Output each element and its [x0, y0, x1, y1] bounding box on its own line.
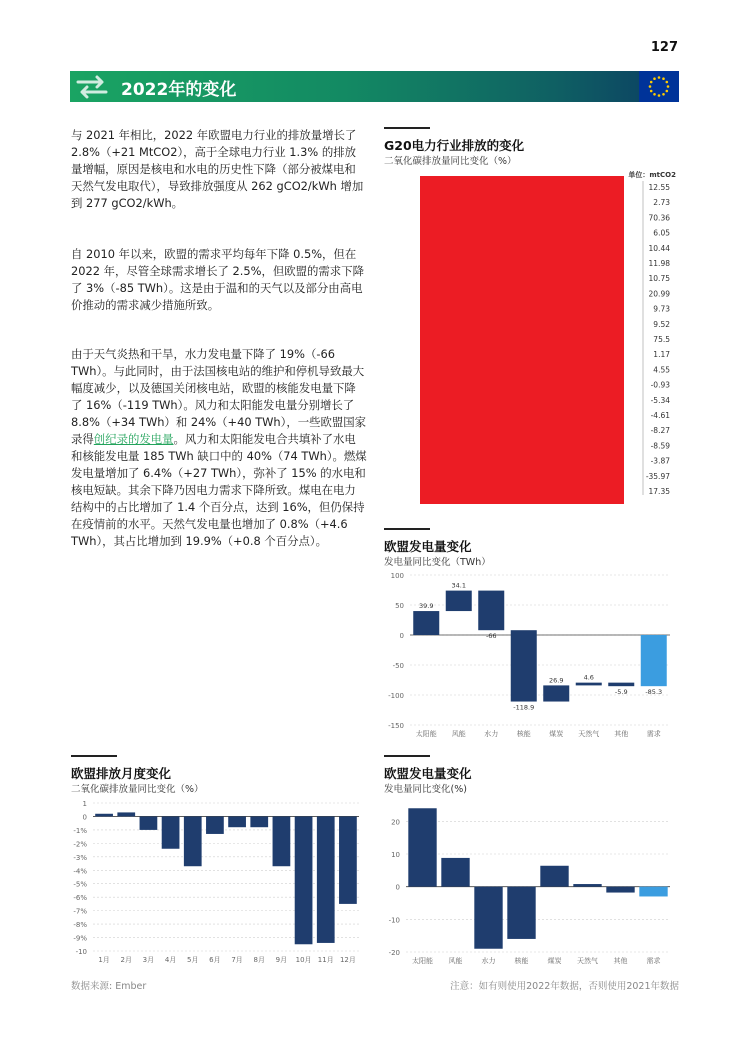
- x-tick-label: 水力: [481, 957, 496, 965]
- x-tick-label: 核能: [514, 957, 529, 965]
- x-tick-label: 8月: [253, 956, 265, 964]
- y-tick-label: -50: [392, 662, 404, 670]
- bar: [206, 816, 224, 833]
- paragraph-generation: [71, 346, 367, 550]
- x-tick-label: 其他: [614, 730, 629, 738]
- section-title: 2022年的变化: [121, 80, 237, 100]
- eu-star: [665, 90, 668, 93]
- y-tick-label: -4%: [73, 867, 87, 876]
- g20-unit-label: 单位：mtCO2: [628, 171, 676, 179]
- eu-monthly-subtitle: 二氧化碳排放量同比变化（%）: [71, 784, 204, 795]
- y-tick-label: -8%: [73, 921, 87, 930]
- eu-gen-twh-chart: [384, 567, 680, 745]
- y-tick-label: 0: [399, 632, 404, 640]
- eu-monthly-title: 欧盟排放月度变化: [71, 766, 172, 781]
- g20-value-label: -3.87: [650, 456, 670, 466]
- x-tick-label: 3月: [142, 956, 155, 964]
- y-tick-label: 0: [82, 813, 87, 822]
- y-tick-label: -20: [388, 949, 400, 957]
- y-tick-label: 0: [395, 883, 400, 892]
- bar: [117, 812, 135, 816]
- eu-gen-pct-subtitle: 发电量同比变化(%): [384, 784, 467, 795]
- x-tick-label: 10月: [295, 956, 312, 964]
- x-tick-label: 2月: [120, 956, 132, 964]
- bar: [511, 630, 537, 701]
- y-tick-label: 10: [391, 851, 400, 859]
- y-tick-label: 50: [395, 602, 404, 610]
- paragraph-demand: 自 2010 年以来，欧盟的需求平均每年下降 0.5%，但在 2022 年，尽管全球需求增长了 2.5%，但欧盟的需求下降了 3%（-85 TWh）。这是由于温和的天气以及部分由高电价推动的需求减少措施所致。: [71, 247, 364, 312]
- bar: [162, 816, 180, 848]
- g20-value-label: 75.5: [653, 335, 670, 344]
- y-tick-label: -5%: [73, 880, 87, 889]
- bar: [250, 816, 268, 827]
- x-tick-label: 9月: [275, 956, 288, 964]
- x-tick-label: 7月: [231, 956, 243, 964]
- eu-star: [658, 94, 661, 97]
- bar-data-label: 34.1: [451, 581, 466, 590]
- g20-value-label: 12.55: [648, 183, 670, 192]
- y-tick-label: 20: [391, 818, 400, 827]
- bar-data-label: 26.9: [549, 676, 564, 685]
- x-tick-label: 11月: [317, 956, 334, 964]
- eu-star: [665, 81, 668, 84]
- page-number: 127: [650, 40, 678, 55]
- bar: [573, 884, 601, 887]
- eu-star: [653, 77, 656, 80]
- g20-value-label: 17.35: [648, 487, 670, 496]
- eu-star: [662, 93, 665, 96]
- bar: [474, 887, 502, 949]
- eu-star: [662, 77, 665, 80]
- bar-data-label: 39.9: [419, 602, 434, 611]
- eu-star: [650, 90, 653, 93]
- x-tick-label: 4月: [164, 956, 177, 964]
- y-tick-label: -6%: [73, 894, 87, 903]
- eu-star: [658, 76, 661, 79]
- g20-value-label: 20.99: [648, 289, 670, 299]
- bar: [339, 816, 357, 903]
- y-tick-label: -2%: [73, 840, 87, 849]
- bar: [413, 611, 439, 635]
- y-tick-label: -100: [388, 692, 404, 700]
- bar: [507, 887, 535, 939]
- bar-data-label: -66: [485, 632, 497, 641]
- g20-chart-title: G20电力行业排放的变化: [384, 138, 525, 153]
- x-tick-label: 12月: [339, 956, 356, 964]
- y-tick-label: 1: [82, 800, 87, 808]
- bar: [408, 808, 436, 886]
- g20-chart: [384, 165, 684, 505]
- bar: [540, 866, 568, 887]
- g20-value-label: 11.98: [648, 259, 670, 268]
- bar: [543, 685, 569, 701]
- x-tick-label: 天然气: [577, 957, 598, 965]
- bar-data-label: -5.9: [614, 688, 628, 697]
- g20-value-label: 70.36: [648, 213, 670, 223]
- g20-chart-subtitle: 二氧化碳排放量同比变化（%）: [384, 156, 517, 167]
- x-tick-label: 核能: [516, 730, 531, 738]
- y-tick-label: -1%: [73, 826, 87, 835]
- bar: [478, 591, 504, 631]
- x-tick-label: 太阳能: [412, 957, 433, 965]
- bar: [641, 635, 667, 686]
- x-tick-label: 其他: [613, 957, 628, 965]
- g20-value-label: -5.34: [650, 395, 670, 405]
- bar-data-label: -85.3: [645, 688, 663, 697]
- g20-value-label: -8.27: [650, 426, 670, 436]
- bar-data-label: 4.6: [583, 673, 594, 682]
- paragraph-emissions: 与 2021 年相比，2022 年欧盟电力行业的排放量增长了 2.8%（+21 MtCO2），高于全球电力行业 1.3% 的排放量增幅，原因是核电和水电的历史性下降（部分被煤电和天然气发电取代），导致排放强度从 262 gCO2/kWh 增加到 277 gCO2/kWh。: [71, 128, 364, 210]
- bar: [608, 683, 634, 687]
- g20-value-label: -8.59: [650, 441, 670, 451]
- bar: [606, 887, 634, 893]
- swap-arrows-icon: [74, 74, 110, 99]
- eu-flag-icon: [639, 71, 679, 102]
- bar: [295, 816, 313, 944]
- x-tick-label: 1月: [98, 956, 110, 964]
- paragraph-generation-part2: 。风力和太阳能发电合共填补了水电和核能发电量 185 TWh 缺口中的 40%（74 TWh）。燃煤发电量增加了 6.4%（+27 TWh），弥补了 15% 的水电和核电短缺。其余下降乃因电力需求下降所致。煤电在电力结构中的占比增加了 1.4 个百分点，达到 16%，但仍保持在疫情前的水平。天然气发电量也增加了 0.8%（+4.6 TWh），其占比增加到 19.9%（+0.8 个百分点）。: [71, 432, 367, 548]
- x-tick-label: 天然气: [578, 730, 600, 738]
- bar: [184, 816, 202, 866]
- bar: [140, 816, 158, 829]
- paragraph-generation-part1: 由于天气炎热和干旱，水力发电量下降了 19%（-66 TWh）。与此同时，由于法国核电站的维护和停机导致最大幅度减少，以及德国关闭核电站，欧盟的核能发电量下降了 16%（-119 TWh）。风力和太阳能发电量分别增长了 8.8%（+34 TWh）和 24%（+40 TWh），一些欧盟国家录得: [71, 347, 367, 446]
- g20-value-label: 9.52: [653, 319, 670, 329]
- eu-gen-twh-subtitle: 发电量同比变化（TWh）: [384, 557, 491, 568]
- eu-gen-pct-rule: [384, 755, 430, 757]
- y-tick-label: -10: [388, 916, 400, 925]
- footer-source: 数据来源: Ember: [71, 981, 147, 992]
- eu-star: [653, 93, 656, 96]
- x-tick-label: 煤炭: [547, 957, 562, 965]
- y-tick-label: -3%: [73, 853, 87, 862]
- bar: [576, 683, 602, 686]
- g20-value-label: -0.93: [650, 380, 670, 390]
- bar: [95, 814, 113, 817]
- bar: [639, 887, 667, 897]
- x-tick-label: 水力: [484, 730, 499, 738]
- x-tick-label: 需求: [646, 730, 661, 738]
- g20-value-label: 6.05: [653, 228, 670, 238]
- g20-value-label: 2.73: [653, 198, 670, 208]
- eu-gen-twh-rule: [384, 528, 430, 530]
- g20-value-label: 10.44: [648, 243, 670, 253]
- bar: [228, 816, 246, 827]
- x-tick-label: 煤炭: [549, 730, 564, 738]
- eu-monthly-chart: [71, 794, 366, 966]
- bar: [273, 816, 291, 866]
- g20-red-block: [420, 176, 624, 504]
- y-tick-label: -9%: [73, 934, 87, 943]
- section-banner: [70, 71, 679, 102]
- x-tick-label: 风能: [448, 957, 463, 965]
- g20-value-label: 9.73: [653, 304, 670, 314]
- g20-value-label: 1.17: [653, 350, 670, 360]
- y-tick-label: 100: [390, 572, 404, 580]
- eu-monthly-rule: [71, 755, 117, 757]
- y-tick-label: -150: [388, 722, 404, 730]
- eu-gen-twh-title: 欧盟发电量变化: [384, 539, 472, 554]
- y-tick-label: -10: [75, 948, 87, 956]
- record-generation-link[interactable]: 创纪录的发电量: [93, 432, 174, 446]
- g20-value-label: -4.61: [650, 411, 670, 420]
- x-tick-label: 5月: [187, 956, 199, 964]
- x-tick-label: 太阳能: [415, 730, 437, 738]
- x-tick-label: 风能: [451, 730, 466, 738]
- x-tick-label: 需求: [646, 957, 661, 965]
- g20-value-label: 4.55: [653, 365, 670, 375]
- footer-note: 注意：如有则使用2022年数据，否则使用2021年数据: [450, 981, 679, 992]
- bar: [317, 816, 335, 942]
- g20-rule: [384, 127, 430, 129]
- x-tick-label: 6月: [209, 956, 221, 964]
- eu-gen-pct-chart: [384, 797, 680, 967]
- bar: [446, 591, 472, 611]
- eu-star: [650, 81, 653, 84]
- eu-star: [667, 85, 670, 88]
- g20-value-label: -35.97: [645, 471, 670, 481]
- eu-star: [649, 85, 652, 88]
- eu-gen-pct-title: 欧盟发电量变化: [384, 766, 472, 781]
- y-tick-label: -7%: [73, 907, 87, 916]
- bar-data-label: -118.9: [513, 703, 535, 712]
- g20-value-label: 10.75: [648, 274, 670, 284]
- bar: [441, 858, 469, 887]
